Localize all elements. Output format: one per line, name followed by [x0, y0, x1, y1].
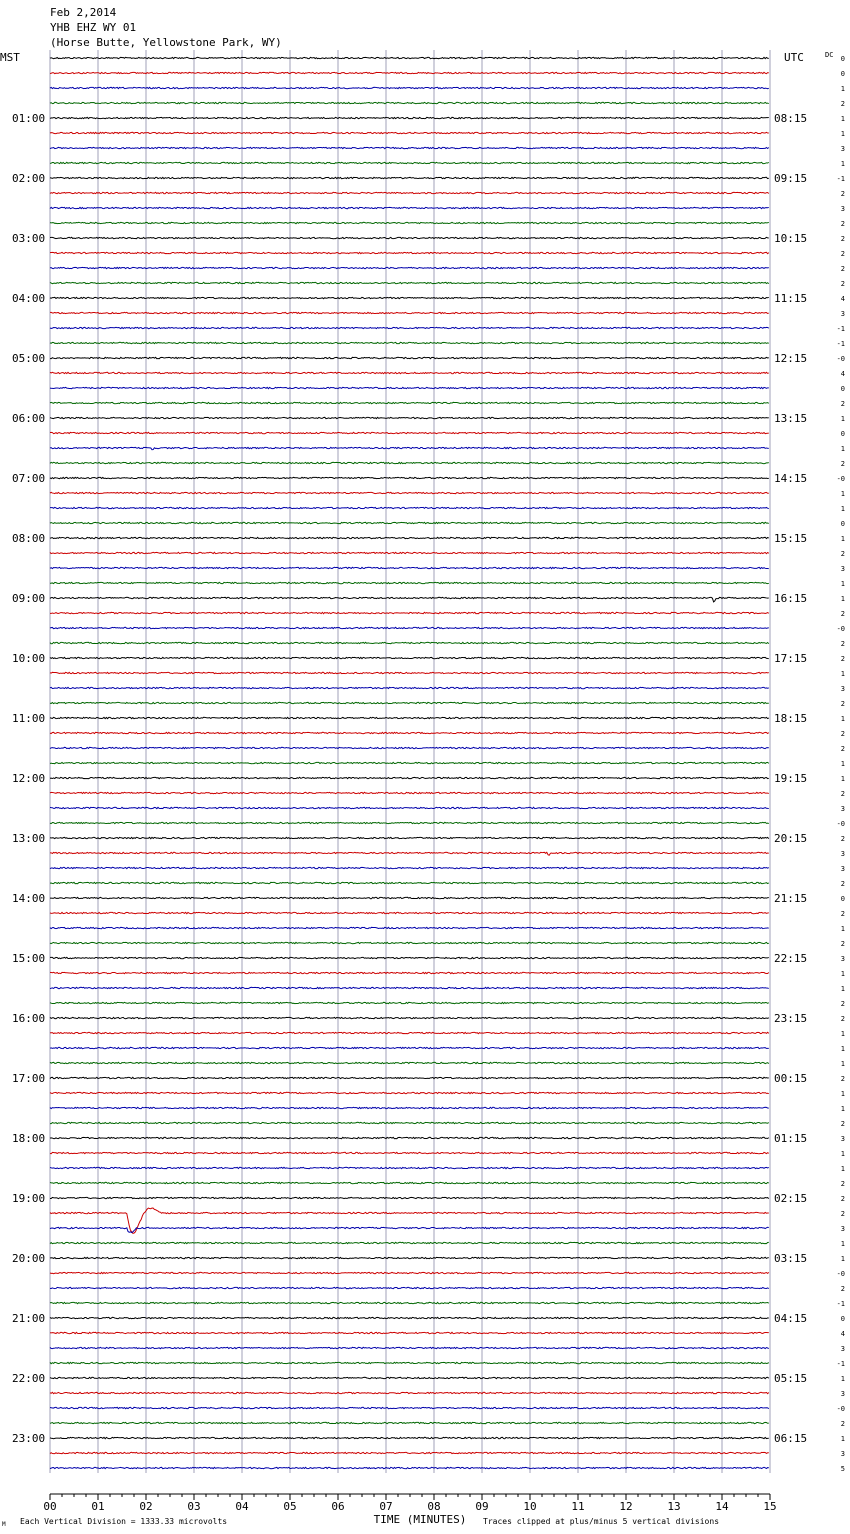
mst-label-0700: 07:00 [12, 472, 46, 485]
dc-offset-25: 0 [840, 430, 845, 438]
dc-offset-60: 3 [840, 955, 845, 963]
dc-offset-23: 2 [840, 400, 845, 408]
dc-offset-66: 1 [840, 1045, 845, 1053]
dc-offset-31: 0 [840, 520, 845, 528]
utc-label-1215: 12:15 [774, 352, 808, 365]
mst-label-0900: 09:00 [12, 592, 46, 605]
dc-offset-51: -0 [836, 820, 845, 828]
mst-label-1800: 18:00 [12, 1132, 46, 1145]
dc-offset-10: 3 [840, 205, 845, 213]
left-timezone-label: MST [0, 51, 20, 64]
dc-offset-52: 2 [840, 835, 845, 843]
dc-offset-28: -0 [836, 475, 845, 483]
dc-offset-32: 1 [840, 535, 845, 543]
dc-offset-24: 1 [840, 415, 845, 423]
dc-offset-55: 2 [840, 880, 845, 888]
dc-offset-26: 1 [840, 445, 845, 453]
utc-label-1415: 14:15 [774, 472, 808, 485]
dc-offset-40: 2 [840, 655, 845, 663]
utc-label-2315: 23:15 [774, 1012, 808, 1025]
utc-label-1315: 13:15 [774, 412, 808, 425]
dc-offset-76: 2 [840, 1195, 845, 1203]
x-tick-label-01: 01 [91, 1500, 105, 1513]
x-tick-label-00: 00 [43, 1500, 57, 1513]
dc-offset-27: 2 [840, 460, 845, 468]
dc-offset-86: 3 [840, 1345, 845, 1353]
dc-offset-0: 0 [840, 55, 845, 63]
dc-offset-1: 0 [840, 70, 845, 78]
mst-label-1400: 14:00 [12, 892, 46, 905]
dc-offset-84: 0 [840, 1315, 845, 1323]
dc-offset-15: 2 [840, 280, 845, 288]
x-tick-label-02: 02 [139, 1500, 153, 1513]
mst-label-0200: 02:00 [12, 172, 46, 185]
dc-offset-18: -1 [836, 325, 845, 333]
header-location: (Horse Butte, Yellowstone Park, WY) [50, 36, 282, 49]
mst-label-1300: 13:00 [12, 832, 46, 845]
dc-offset-71: 2 [840, 1120, 845, 1128]
dc-offset-68: 2 [840, 1075, 845, 1083]
dc-offset-12: 2 [840, 235, 845, 243]
dc-offset-41: 1 [840, 670, 845, 678]
header-date: Feb 2,2014 [50, 6, 117, 19]
dc-offset-39: 2 [840, 640, 845, 648]
dc-offset-48: 1 [840, 775, 845, 783]
x-tick-label-12: 12 [619, 1500, 633, 1513]
utc-label-0115: 01:15 [774, 1132, 808, 1145]
dc-offset-6: 3 [840, 145, 845, 153]
dc-offset-17: 3 [840, 310, 845, 318]
dc-offset-36: 1 [840, 595, 845, 603]
dc-offset-11: 2 [840, 220, 845, 228]
dc-offset-37: 2 [840, 610, 845, 618]
dc-offset-81: -0 [836, 1270, 845, 1278]
x-axis-label: TIME (MINUTES) [373, 1513, 467, 1526]
utc-label-0915: 09:15 [774, 172, 808, 185]
dc-offset-57: 2 [840, 910, 845, 918]
dc-offset-70: 1 [840, 1105, 845, 1113]
dc-header-label: DC [825, 51, 834, 59]
mst-label-1000: 10:00 [12, 652, 46, 665]
mst-label-0300: 03:00 [12, 232, 46, 245]
dc-offset-21: 4 [840, 370, 845, 378]
dc-offset-4: 1 [840, 115, 845, 123]
dc-offset-82: 2 [840, 1285, 845, 1293]
dc-offset-88: 1 [840, 1375, 845, 1383]
mst-label-2000: 20:00 [12, 1252, 46, 1265]
dc-offset-61: 1 [840, 970, 845, 978]
right-timezone-label: UTC [784, 51, 804, 64]
x-tick-label-05: 05 [283, 1500, 297, 1513]
dc-offset-78: 3 [840, 1225, 845, 1233]
dc-offset-67: 1 [840, 1060, 845, 1068]
x-tick-label-13: 13 [667, 1500, 681, 1513]
mst-label-1600: 16:00 [12, 1012, 46, 1025]
corner-mark: M [2, 1521, 6, 1528]
utc-label-2215: 22:15 [774, 952, 808, 965]
dc-offset-14: 2 [840, 265, 845, 273]
dc-offset-74: 1 [840, 1165, 845, 1173]
dc-offset-8: -1 [836, 175, 845, 183]
dc-offset-49: 2 [840, 790, 845, 798]
dc-offset-43: 2 [840, 700, 845, 708]
dc-offset-87: -1 [836, 1360, 845, 1368]
dc-offset-62: 1 [840, 985, 845, 993]
dc-offset-34: 3 [840, 565, 845, 573]
dc-offset-80: 1 [840, 1255, 845, 1263]
dc-offset-38: -0 [836, 625, 845, 633]
dc-offset-42: 3 [840, 685, 845, 693]
dc-offset-20: -0 [836, 355, 845, 363]
dc-offset-92: 1 [840, 1435, 845, 1443]
mst-label-0600: 06:00 [12, 412, 46, 425]
dc-offset-13: 2 [840, 250, 845, 258]
dc-offset-90: -0 [836, 1405, 845, 1413]
utc-label-1815: 18:15 [774, 712, 808, 725]
dc-offset-50: 3 [840, 805, 845, 813]
dc-offset-65: 1 [840, 1030, 845, 1038]
dc-offset-79: 1 [840, 1240, 845, 1248]
dc-offset-19: -1 [836, 340, 845, 348]
dc-offset-2: 1 [840, 85, 845, 93]
x-tick-label-08: 08 [427, 1500, 441, 1513]
dc-offset-53: 3 [840, 850, 845, 858]
x-tick-label-06: 06 [331, 1500, 345, 1513]
header-station: YHB EHZ WY 01 [50, 21, 137, 34]
utc-label-1015: 10:15 [774, 232, 808, 245]
mst-label-2300: 23:00 [12, 1432, 46, 1445]
utc-label-0615: 06:15 [774, 1432, 808, 1445]
dc-offset-89: 3 [840, 1390, 845, 1398]
utc-label-0215: 02:15 [774, 1192, 808, 1205]
dc-offset-3: 2 [840, 100, 845, 108]
dc-offset-64: 2 [840, 1015, 845, 1023]
x-tick-label-14: 14 [715, 1500, 729, 1513]
dc-offset-85: 4 [840, 1330, 845, 1338]
mst-label-2200: 22:00 [12, 1372, 46, 1385]
mst-label-1500: 15:00 [12, 952, 46, 965]
dc-offset-54: 3 [840, 865, 845, 873]
x-tick-label-03: 03 [187, 1500, 201, 1513]
dc-offset-9: 2 [840, 190, 845, 198]
dc-offset-72: 3 [840, 1135, 845, 1143]
dc-offset-69: 1 [840, 1090, 845, 1098]
utc-label-2115: 21:15 [774, 892, 808, 905]
dc-offset-46: 2 [840, 745, 845, 753]
mst-label-0400: 04:00 [12, 292, 46, 305]
utc-label-0415: 04:15 [774, 1312, 808, 1325]
utc-label-0815: 08:15 [774, 112, 808, 125]
dc-offset-91: 2 [840, 1420, 845, 1428]
clip-note: Traces clipped at plus/minus 5 vertical divisions [483, 1517, 720, 1526]
mst-label-0800: 08:00 [12, 532, 46, 545]
dc-offset-75: 2 [840, 1180, 845, 1188]
dc-offset-59: 2 [840, 940, 845, 948]
x-tick-label-07: 07 [379, 1500, 393, 1513]
dc-offset-45: 2 [840, 730, 845, 738]
utc-label-0315: 03:15 [774, 1252, 808, 1265]
utc-label-1915: 19:15 [774, 772, 808, 785]
dc-offset-94: 5 [840, 1465, 845, 1473]
mst-label-0500: 05:00 [12, 352, 46, 365]
dc-offset-33: 2 [840, 550, 845, 558]
utc-label-1715: 17:15 [774, 652, 808, 665]
mst-label-1100: 11:00 [12, 712, 46, 725]
utc-label-0015: 00:15 [774, 1072, 808, 1085]
dc-offset-83: -1 [836, 1300, 845, 1308]
dc-offset-93: 3 [840, 1450, 845, 1458]
dc-offset-63: 2 [840, 1000, 845, 1008]
utc-label-1115: 11:15 [774, 292, 808, 305]
dc-offset-5: 1 [840, 130, 845, 138]
dc-offset-77: 2 [840, 1210, 845, 1218]
dc-offset-58: 1 [840, 925, 845, 933]
dc-offset-44: 1 [840, 715, 845, 723]
mst-label-2100: 21:00 [12, 1312, 46, 1325]
dc-offset-22: 0 [840, 385, 845, 393]
dc-offset-16: 4 [840, 295, 845, 303]
dc-offset-7: 1 [840, 160, 845, 168]
x-tick-label-10: 10 [523, 1500, 537, 1513]
mst-label-1200: 12:00 [12, 772, 46, 785]
dc-offset-56: 0 [840, 895, 845, 903]
utc-label-0515: 05:15 [774, 1372, 808, 1385]
utc-label-1515: 15:15 [774, 532, 808, 545]
x-tick-label-11: 11 [571, 1500, 585, 1513]
scale-note: Each Vertical Division = 1333.33 microvolts [20, 1517, 228, 1526]
dc-offset-30: 1 [840, 505, 845, 513]
utc-label-2015: 20:15 [774, 832, 808, 845]
dc-offset-47: 1 [840, 760, 845, 768]
utc-label-1615: 16:15 [774, 592, 808, 605]
dc-offset-35: 1 [840, 580, 845, 588]
mst-label-0100: 01:00 [12, 112, 46, 125]
mst-label-1700: 17:00 [12, 1072, 46, 1085]
x-tick-label-15: 15 [763, 1500, 777, 1513]
x-tick-label-09: 09 [475, 1500, 489, 1513]
x-tick-label-04: 04 [235, 1500, 249, 1513]
mst-label-1900: 19:00 [12, 1192, 46, 1205]
dc-offset-29: 1 [840, 490, 845, 498]
dc-offset-73: 1 [840, 1150, 845, 1158]
